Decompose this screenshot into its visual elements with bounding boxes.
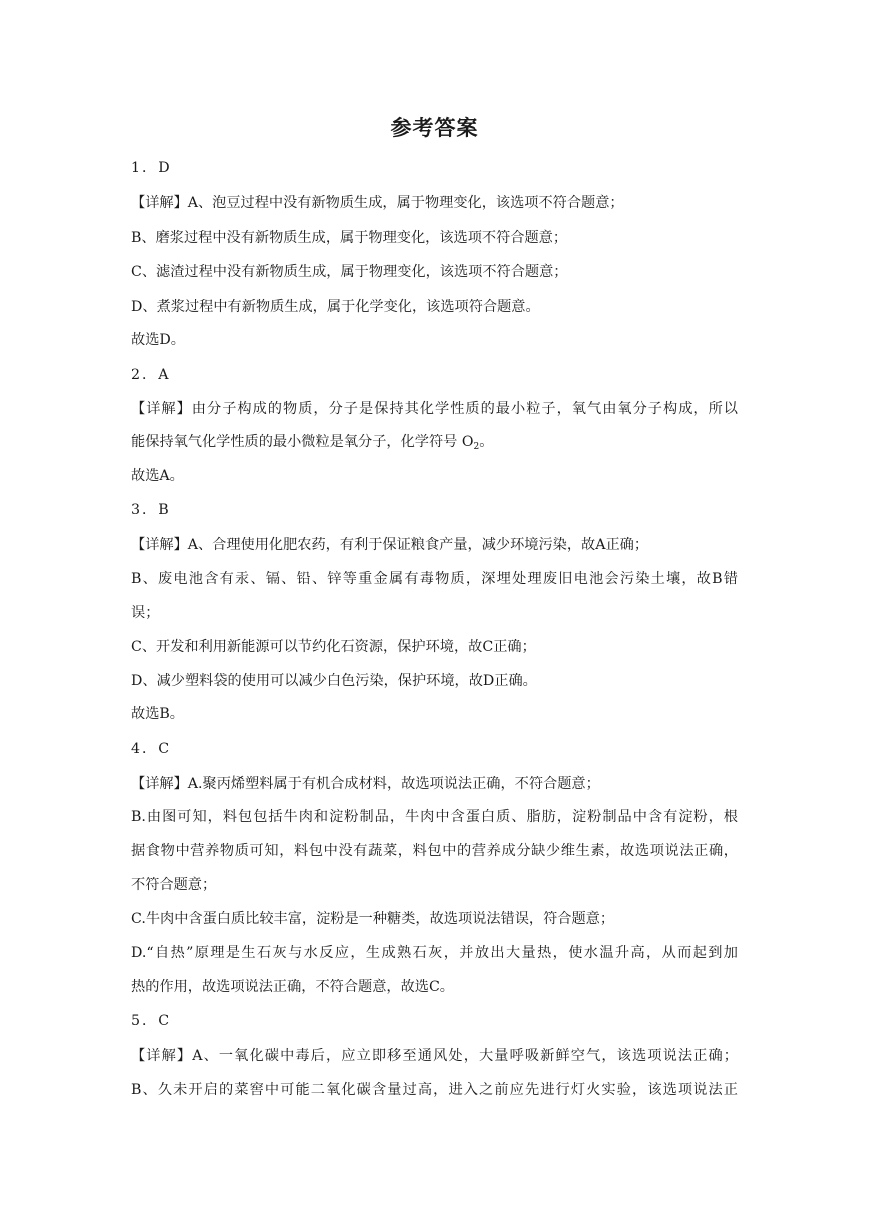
answer-text: 能保持氧气化学性质的最小微粒是氧分子，化学符号 O	[131, 434, 474, 450]
answer-line: C.牛肉中含蛋白质比较丰富，淀粉是一种糖类，故选项说法错误，符合题意；	[131, 911, 615, 927]
answer-line: 误；	[131, 605, 160, 621]
answer-line	[131, 432, 493, 457]
answer-line: C、滤渣过程中没有新物质生成，属于物理变化，该选项不符合题意；	[131, 264, 568, 280]
answer-line: 【详解】A、泡豆过程中没有新物质生成，属于物理变化，该选项不符合题意；	[131, 195, 624, 211]
answer-line: B.由图可知，料包包括牛肉和淀粉制品，牛肉中含蛋白质、脂肪，淀粉制品中含有淀粉，根	[131, 809, 738, 825]
question-number: 1．D	[131, 160, 172, 176]
page-title: 参考答案	[390, 116, 479, 140]
question-number: 2．A	[131, 367, 171, 383]
answer-text: 。	[479, 434, 494, 450]
answer-line: D.“自热”原理是生石灰与水反应，生成熟石灰，并放出大量热，使水温升高，从而起到加	[131, 945, 738, 961]
answer-line: C、开发和利用新能源可以节约化石资源，保护环境，故C正确；	[131, 639, 536, 655]
subscript: 2	[473, 442, 480, 452]
answer-line: 不符合题意；	[131, 877, 217, 893]
answer-line: B、磨浆过程中没有新物质生成，属于物理变化，该选项不符合题意；	[131, 230, 568, 246]
answer-line: B、废电池含有汞、镉、铅、锌等重金属有毒物质，深埋处理废旧电池会污染土壤，故B错	[131, 571, 738, 587]
answer-line: D、煮浆过程中有新物质生成，属于化学变化，该选项符合题意。	[131, 299, 540, 315]
answer-line: 故选A。	[131, 468, 184, 484]
question-number: 4．C	[131, 741, 172, 757]
answer-line: 【详解】A.聚丙烯塑料属于有机合成材料，故选项说法正确，不符合题意；	[131, 776, 600, 792]
answer-line: 【详解】A、合理使用化肥农药，有利于保证粮食产量，减少环境污染，故A正确；	[131, 537, 649, 553]
answer-line: 【详解】A、一氧化碳中毒后，应立即移至通风处，大量呼吸新鲜空气，该选项说法正确；	[131, 1048, 738, 1064]
answer-line: 据食物中营养物质可知，料包中没有蔬菜，料包中的营养成分缺少维生素，故选项说法正确，	[131, 843, 738, 859]
answer-line: 【详解】由分子构成的物质，分子是保持其化学性质的最小粒子，氧气由氧分子构成，所以	[131, 401, 738, 417]
answer-line: 故选D。	[131, 332, 185, 348]
question-number: 5．C	[131, 1013, 172, 1029]
answer-line: 故选B。	[131, 706, 184, 722]
question-number: 3．B	[131, 502, 171, 518]
answer-line: B、久未开启的菜窖中可能二氧化碳含量过高，进入之前应先进行灯火实验，该选项说法正	[131, 1082, 738, 1098]
answer-line: 热的作用，故选项说法正确，不符合题意，故选C。	[131, 979, 454, 995]
answer-line: D、减少塑料袋的使用可以减少白色污染，保护环境，故D正确。	[131, 673, 537, 689]
